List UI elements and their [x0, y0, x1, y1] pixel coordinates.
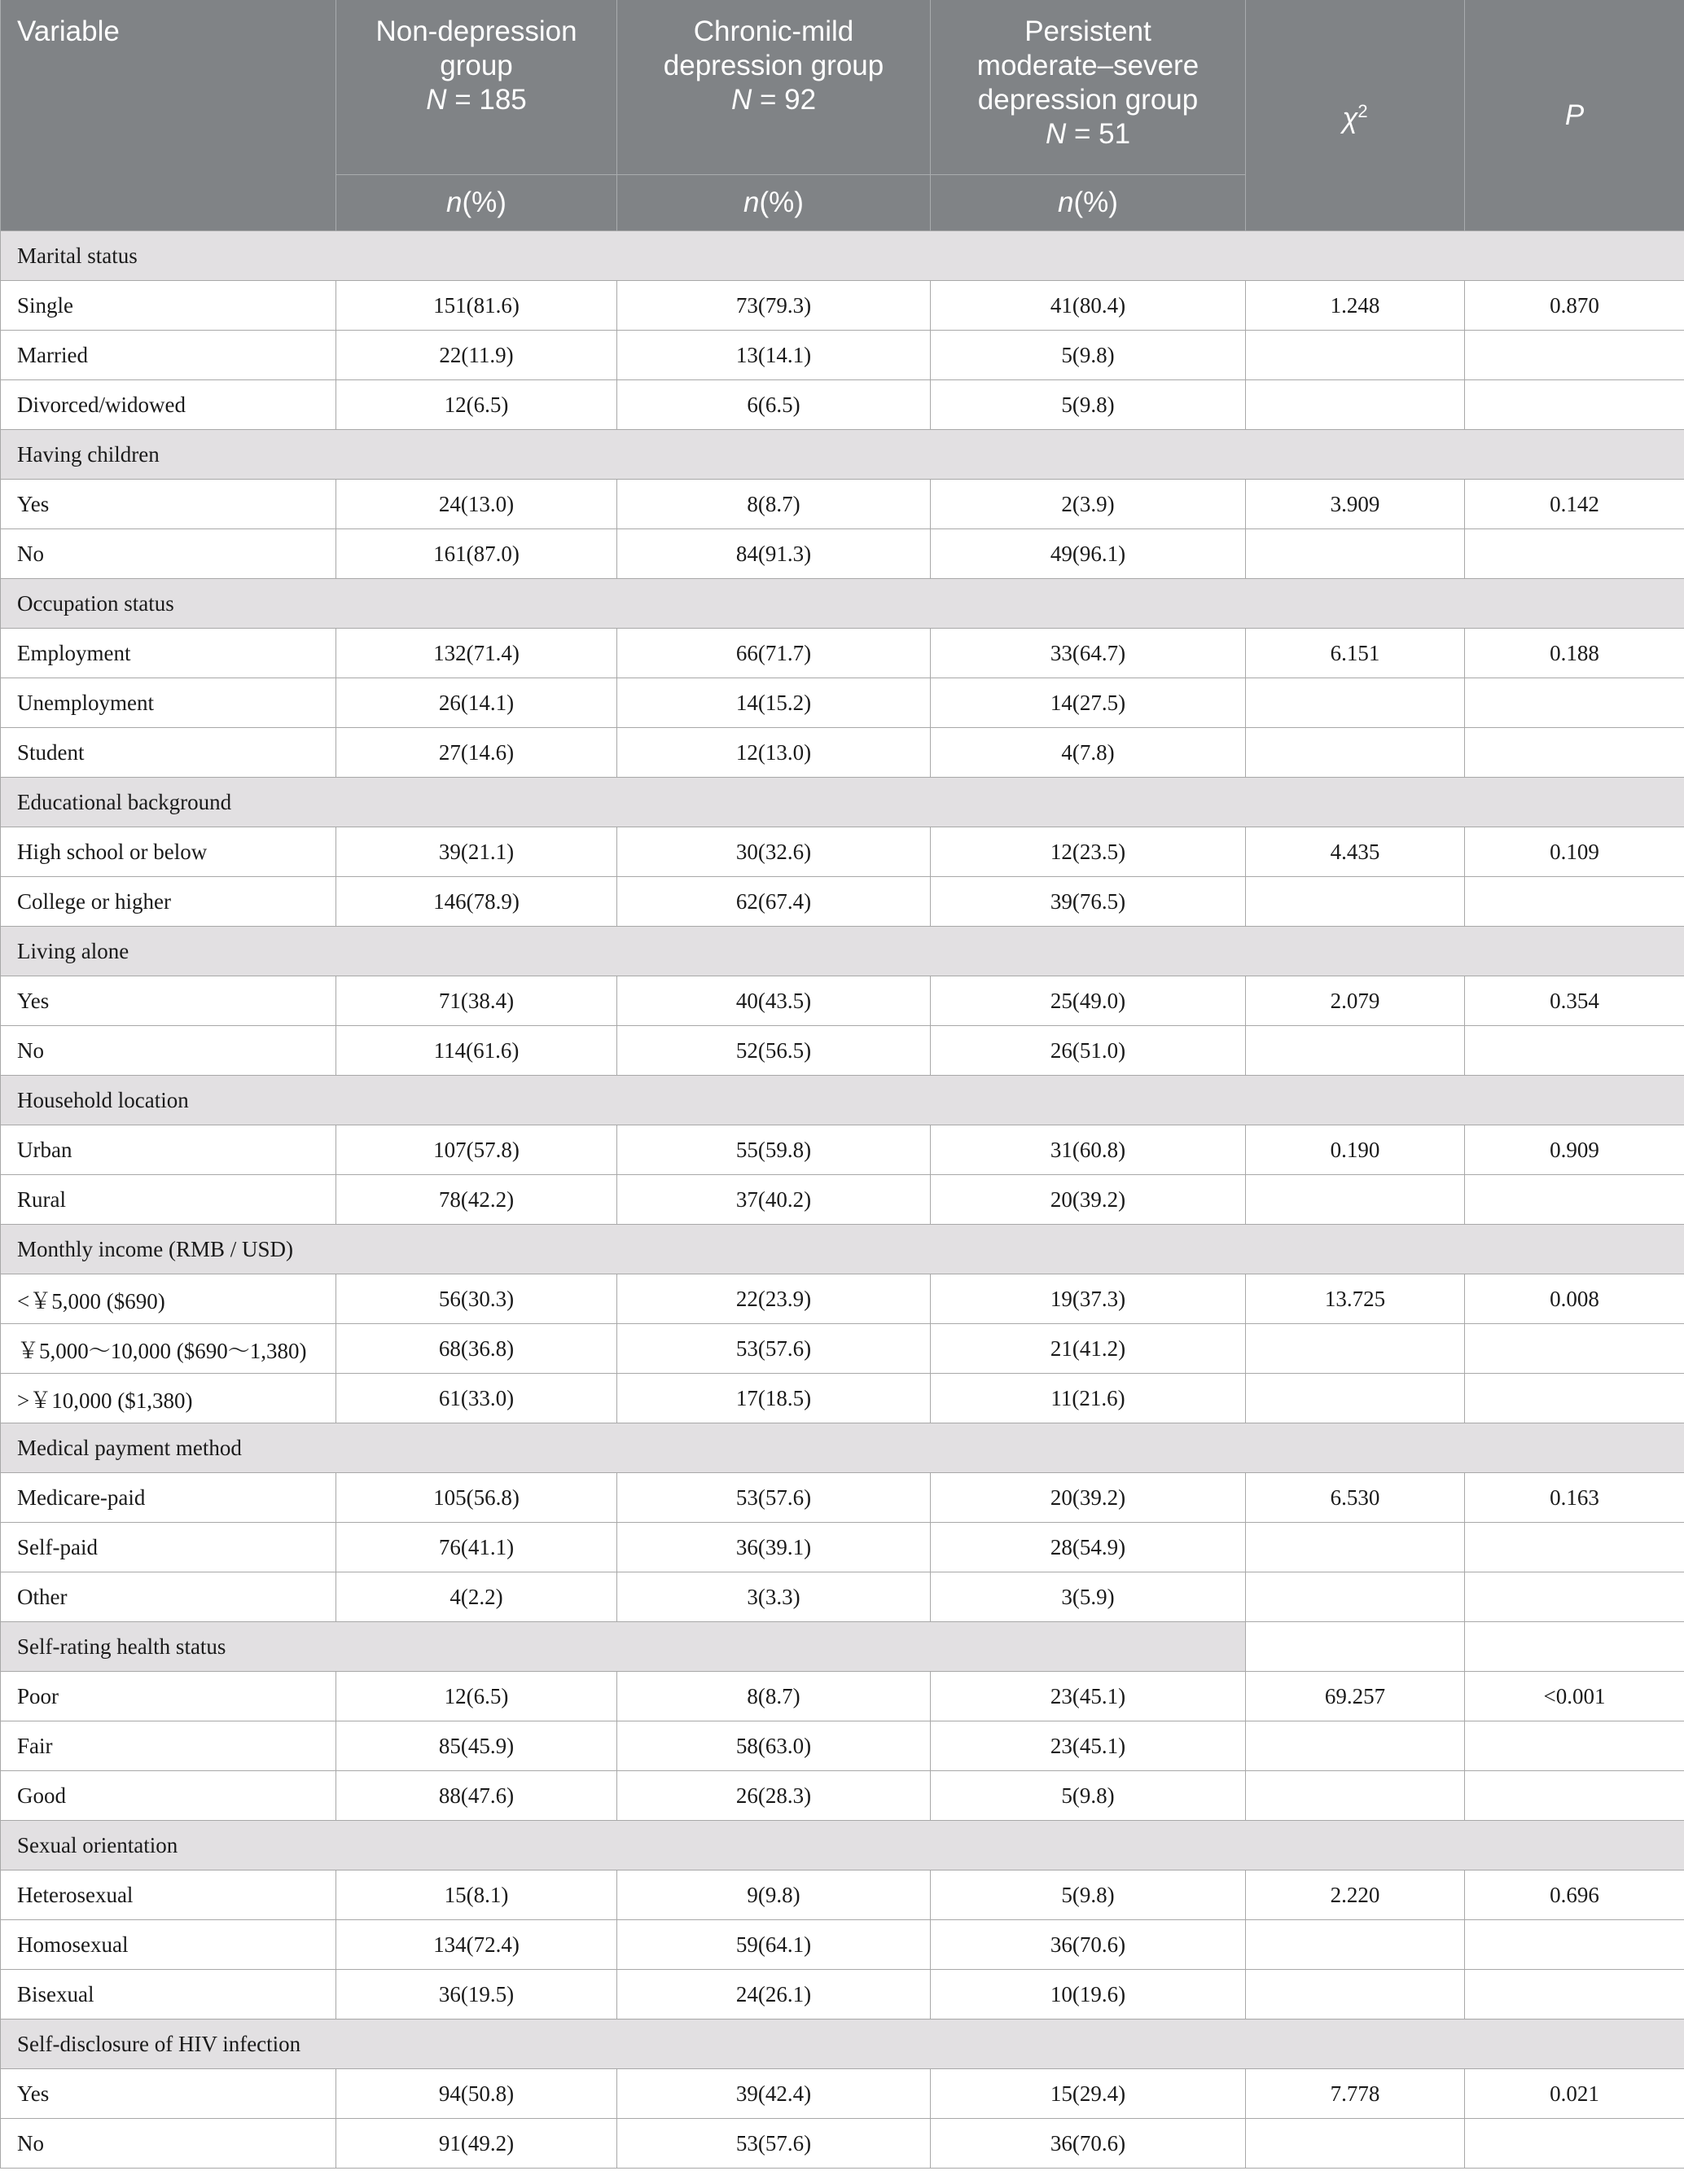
cell-non-depression: 12(6.5): [336, 380, 617, 430]
cell-persistent: 14(27.5): [931, 678, 1246, 728]
cell-persistent: 5(9.8): [931, 380, 1246, 430]
cell-persistent: 11(21.6): [931, 1374, 1246, 1423]
cell-non-depression: 151(81.6): [336, 281, 617, 331]
cell-chronic-mild: 66(71.7): [617, 629, 931, 678]
cell-chronic-mild: 53(57.6): [617, 1324, 931, 1374]
section-blank-cell: [1465, 1622, 1684, 1672]
cell-persistent: 2(3.9): [931, 480, 1246, 529]
section-title: Educational background: [1, 778, 1684, 827]
cell-chi-square: 2.220: [1246, 1870, 1465, 1920]
cell-chi-square: 2.079: [1246, 976, 1465, 1026]
section-header-row: [1, 1225, 1684, 1274]
row-label: High school or below: [1, 827, 336, 877]
cell-chronic-mild: 40(43.5): [617, 976, 931, 1026]
cell-chi-square: [1246, 1721, 1465, 1771]
header-chi-square: $\chi^2$: [1246, 0, 1465, 231]
cell-chronic-mild: 59(64.1): [617, 1920, 931, 1970]
cell-non-depression: 61(33.0): [336, 1374, 617, 1423]
cell-p-value: [1465, 380, 1684, 430]
cell-chi-square: [1246, 1771, 1465, 1821]
cell-persistent: 39(76.5): [931, 877, 1246, 927]
cell-non-depression: 134(72.4): [336, 1920, 617, 1970]
section-header-row: [1, 778, 1684, 827]
table-row: [1, 1125, 1684, 1175]
section-title: Medical payment method: [1, 1423, 1684, 1473]
cell-p-value: 0.163: [1465, 1473, 1684, 1523]
table-row: [1, 877, 1684, 927]
cell-persistent: 3(5.9): [931, 1572, 1246, 1622]
section-title: Marital status: [1, 231, 1684, 281]
section-header-row: [1, 927, 1684, 976]
cell-persistent: 25(49.0): [931, 976, 1246, 1026]
cell-chi-square: 7.778: [1246, 2069, 1465, 2119]
section-title: Household location: [1, 1076, 1684, 1125]
table-row: [1, 380, 1684, 430]
cell-p-value: [1465, 1026, 1684, 1076]
cell-persistent: 5(9.8): [931, 1870, 1246, 1920]
table-row: [1, 976, 1684, 1026]
cell-p-value: 0.870: [1465, 281, 1684, 331]
table-row: [1, 331, 1684, 380]
cell-p-value: 0.142: [1465, 480, 1684, 529]
cell-chi-square: [1246, 529, 1465, 579]
cell-chi-square: [1246, 380, 1465, 430]
cell-non-depression: 15(8.1): [336, 1870, 617, 1920]
cell-non-depression: 88(47.6): [336, 1771, 617, 1821]
cell-p-value: [1465, 1324, 1684, 1374]
cell-persistent: 33(64.7): [931, 629, 1246, 678]
table-row: [1, 2069, 1684, 2119]
header-group-non-depression: Non-depression group N = 185: [336, 0, 617, 175]
cell-chi-square: [1246, 728, 1465, 778]
table-row: [1, 1473, 1684, 1523]
cell-chronic-mild: 58(63.0): [617, 1721, 931, 1771]
section-header-row: [1, 579, 1684, 629]
table-row: [1, 1771, 1684, 1821]
cell-p-value: 0.188: [1465, 629, 1684, 678]
table-row: [1, 629, 1684, 678]
cell-chronic-mild: 36(39.1): [617, 1523, 931, 1572]
cell-persistent: 20(39.2): [931, 1473, 1246, 1523]
cell-chronic-mild: 55(59.8): [617, 1125, 931, 1175]
cell-persistent: 23(45.1): [931, 1721, 1246, 1771]
cell-p-value: [1465, 1572, 1684, 1622]
cell-chi-square: 1.248: [1246, 281, 1465, 331]
cell-non-depression: 132(71.4): [336, 629, 617, 678]
cell-non-depression: 107(57.8): [336, 1125, 617, 1175]
table-row: [1, 2119, 1684, 2169]
table-row: [1, 1920, 1684, 1970]
table-row: [1, 678, 1684, 728]
cell-non-depression: 94(50.8): [336, 2069, 617, 2119]
cell-persistent: 15(29.4): [931, 2069, 1246, 2119]
table-row: [1, 529, 1684, 579]
row-label: Employment: [1, 629, 336, 678]
cell-non-depression: 24(13.0): [336, 480, 617, 529]
cell-non-depression: 161(87.0): [336, 529, 617, 579]
cell-p-value: [1465, 529, 1684, 579]
cell-non-depression: 146(78.9): [336, 877, 617, 927]
cell-chi-square: [1246, 1026, 1465, 1076]
row-label: Homosexual: [1, 1920, 336, 1970]
cell-persistent: 4(7.8): [931, 728, 1246, 778]
section-header-row: [1, 1821, 1684, 1870]
cell-non-depression: 68(36.8): [336, 1324, 617, 1374]
row-label: No: [1, 1026, 336, 1076]
cell-persistent: 5(9.8): [931, 1771, 1246, 1821]
cell-chronic-mild: 8(8.7): [617, 1672, 931, 1721]
cell-persistent: 10(19.6): [931, 1970, 1246, 2020]
row-label: Bisexual: [1, 1970, 336, 2020]
table-row: [1, 827, 1684, 877]
cell-p-value: [1465, 331, 1684, 380]
row-label: Fair: [1, 1721, 336, 1771]
cell-chi-square: [1246, 1324, 1465, 1374]
section-header-row: [1, 1076, 1684, 1125]
row-label: Married: [1, 331, 336, 380]
row-label: No: [1, 2119, 336, 2169]
cell-non-depression: 76(41.1): [336, 1523, 617, 1572]
section-header-row: [1, 430, 1684, 480]
cell-persistent: 41(80.4): [931, 281, 1246, 331]
row-label: Divorced/widowed: [1, 380, 336, 430]
table-header: [1, 0, 1684, 231]
cell-chronic-mild: 6(6.5): [617, 380, 931, 430]
cell-non-depression: 71(38.4): [336, 976, 617, 1026]
cell-chi-square: [1246, 1374, 1465, 1423]
cell-chi-square: 3.909: [1246, 480, 1465, 529]
cell-p-value: 0.021: [1465, 2069, 1684, 2119]
row-label: College or higher: [1, 877, 336, 927]
cell-chronic-mild: 14(15.2): [617, 678, 931, 728]
row-label: Other: [1, 1572, 336, 1622]
table-row: [1, 1274, 1684, 1324]
table-row: [1, 728, 1684, 778]
cell-chi-square: [1246, 1175, 1465, 1225]
cell-chi-square: 4.435: [1246, 827, 1465, 877]
cell-persistent: 36(70.6): [931, 2119, 1246, 2169]
cell-chi-square: [1246, 331, 1465, 380]
cell-persistent: 19(37.3): [931, 1274, 1246, 1324]
cell-non-depression: 12(6.5): [336, 1672, 617, 1721]
cell-non-depression: 114(61.6): [336, 1026, 617, 1076]
cell-persistent: 20(39.2): [931, 1175, 1246, 1225]
header-subcol-n-pct: n(%): [617, 175, 931, 231]
row-label: Self-paid: [1, 1523, 336, 1572]
table-row: [1, 1870, 1684, 1920]
cell-chronic-mild: 9(9.8): [617, 1870, 931, 1920]
cell-chronic-mild: 52(56.5): [617, 1026, 931, 1076]
cell-non-depression: 26(14.1): [336, 678, 617, 728]
cell-non-depression: 39(21.1): [336, 827, 617, 877]
row-label: Single: [1, 281, 336, 331]
row-label: Poor: [1, 1672, 336, 1721]
section-blank-cell: [1246, 1622, 1465, 1672]
cell-p-value: [1465, 1721, 1684, 1771]
cell-p-value: [1465, 1374, 1684, 1423]
section-header-row: [1, 2020, 1684, 2069]
row-label: ￥5,000～10,000 ($690～1,380): [1, 1324, 336, 1374]
row-label: Yes: [1, 976, 336, 1026]
cell-chronic-mild: 84(91.3): [617, 529, 931, 579]
table-row: [1, 1324, 1684, 1374]
section-header-row: [1, 1423, 1684, 1473]
header-variable: Variable: [1, 0, 336, 231]
section-title: Living alone: [1, 927, 1684, 976]
cell-chronic-mild: 26(28.3): [617, 1771, 931, 1821]
cell-chronic-mild: 12(13.0): [617, 728, 931, 778]
cell-chronic-mild: 37(40.2): [617, 1175, 931, 1225]
table-body: [1, 231, 1684, 2169]
cell-p-value: <0.001: [1465, 1672, 1684, 1721]
cell-chi-square: [1246, 2119, 1465, 2169]
cell-chronic-mild: 3(3.3): [617, 1572, 931, 1622]
table-row: [1, 1970, 1684, 2020]
cell-chi-square: [1246, 1523, 1465, 1572]
row-label: Yes: [1, 480, 336, 529]
cell-chi-square: [1246, 1920, 1465, 1970]
table-row: [1, 480, 1684, 529]
row-label: >￥10,000 ($1,380): [1, 1374, 336, 1423]
cell-persistent: 12(23.5): [931, 827, 1246, 877]
header-p-value: P: [1465, 0, 1684, 231]
cell-p-value: 0.109: [1465, 827, 1684, 877]
cell-non-depression: 78(42.2): [336, 1175, 617, 1225]
cell-chi-square: 6.151: [1246, 629, 1465, 678]
cell-non-depression: 22(11.9): [336, 331, 617, 380]
cell-p-value: [1465, 1771, 1684, 1821]
cell-p-value: [1465, 1920, 1684, 1970]
cell-non-depression: 85(45.9): [336, 1721, 617, 1771]
section-title: Self-disclosure of HIV infection: [1, 2020, 1684, 2069]
cell-chronic-mild: 53(57.6): [617, 2119, 931, 2169]
cell-persistent: 21(41.2): [931, 1324, 1246, 1374]
section-title: Sexual orientation: [1, 1821, 1684, 1870]
cell-chronic-mild: 17(18.5): [617, 1374, 931, 1423]
section-title: Occupation status: [1, 579, 1684, 629]
cell-chronic-mild: 24(26.1): [617, 1970, 931, 2020]
section-header-row: [1, 1622, 1684, 1672]
cell-chi-square: [1246, 1572, 1465, 1622]
cell-non-depression: 4(2.2): [336, 1572, 617, 1622]
cell-p-value: [1465, 728, 1684, 778]
row-label: Student: [1, 728, 336, 778]
cell-p-value: [1465, 2119, 1684, 2169]
section-header-row: [1, 231, 1684, 281]
row-label: Medicare-paid: [1, 1473, 336, 1523]
cell-p-value: [1465, 1523, 1684, 1572]
row-label: Yes: [1, 2069, 336, 2119]
cell-persistent: 28(54.9): [931, 1523, 1246, 1572]
cell-p-value: [1465, 1970, 1684, 2020]
header-subcol-n-pct: n(%): [931, 175, 1246, 231]
row-label: No: [1, 529, 336, 579]
row-label: Heterosexual: [1, 1870, 336, 1920]
cell-non-depression: 91(49.2): [336, 2119, 617, 2169]
table-row: [1, 1374, 1684, 1423]
table-row: [1, 1672, 1684, 1721]
cell-chi-square: [1246, 877, 1465, 927]
cell-persistent: 26(51.0): [931, 1026, 1246, 1076]
cell-chi-square: [1246, 1970, 1465, 2020]
section-title: Having children: [1, 430, 1684, 480]
row-label: Rural: [1, 1175, 336, 1225]
section-title: Self-rating health status: [1, 1622, 1246, 1672]
row-label: Good: [1, 1771, 336, 1821]
cell-persistent: 36(70.6): [931, 1920, 1246, 1970]
cell-chronic-mild: 30(32.6): [617, 827, 931, 877]
table-row: [1, 281, 1684, 331]
cell-chronic-mild: 39(42.4): [617, 2069, 931, 2119]
cell-chronic-mild: 22(23.9): [617, 1274, 931, 1324]
cell-persistent: 5(9.8): [931, 331, 1246, 380]
cell-persistent: 31(60.8): [931, 1125, 1246, 1175]
cell-non-depression: 36(19.5): [336, 1970, 617, 2020]
row-label: Unemployment: [1, 678, 336, 728]
cell-p-value: 0.696: [1465, 1870, 1684, 1920]
header-group-persistent: Persistent moderate–severe depression group N = 51: [931, 0, 1246, 175]
cell-p-value: [1465, 877, 1684, 927]
cell-chronic-mild: 53(57.6): [617, 1473, 931, 1523]
cell-p-value: [1465, 1175, 1684, 1225]
table-row: [1, 1523, 1684, 1572]
cell-chi-square: 0.190: [1246, 1125, 1465, 1175]
header-subcol-n-pct: n(%): [336, 175, 617, 231]
cell-non-depression: 56(30.3): [336, 1274, 617, 1324]
table-row: [1, 1721, 1684, 1771]
cell-chi-square: 13.725: [1246, 1274, 1465, 1324]
cell-p-value: [1465, 678, 1684, 728]
cell-chronic-mild: 8(8.7): [617, 480, 931, 529]
table-row: [1, 1175, 1684, 1225]
cell-p-value: 0.008: [1465, 1274, 1684, 1324]
cell-chronic-mild: 13(14.1): [617, 331, 931, 380]
cell-chi-square: [1246, 678, 1465, 728]
cell-persistent: 23(45.1): [931, 1672, 1246, 1721]
cell-p-value: 0.909: [1465, 1125, 1684, 1175]
cell-chronic-mild: 62(67.4): [617, 877, 931, 927]
cell-p-value: 0.354: [1465, 976, 1684, 1026]
section-title: Monthly income (RMB / USD): [1, 1225, 1684, 1274]
cell-chi-square: 6.530: [1246, 1473, 1465, 1523]
cell-chi-square: 69.257: [1246, 1672, 1465, 1721]
cell-chronic-mild: 73(79.3): [617, 281, 931, 331]
table-row: [1, 1026, 1684, 1076]
header-group-chronic-mild: Chronic-mild depression group N = 92: [617, 0, 931, 175]
table-row: [1, 1572, 1684, 1622]
cell-non-depression: 27(14.6): [336, 728, 617, 778]
row-label: Urban: [1, 1125, 336, 1175]
row-label: <￥5,000 ($690): [1, 1274, 336, 1324]
cell-persistent: 49(96.1): [931, 529, 1246, 579]
cell-non-depression: 105(56.8): [336, 1473, 617, 1523]
